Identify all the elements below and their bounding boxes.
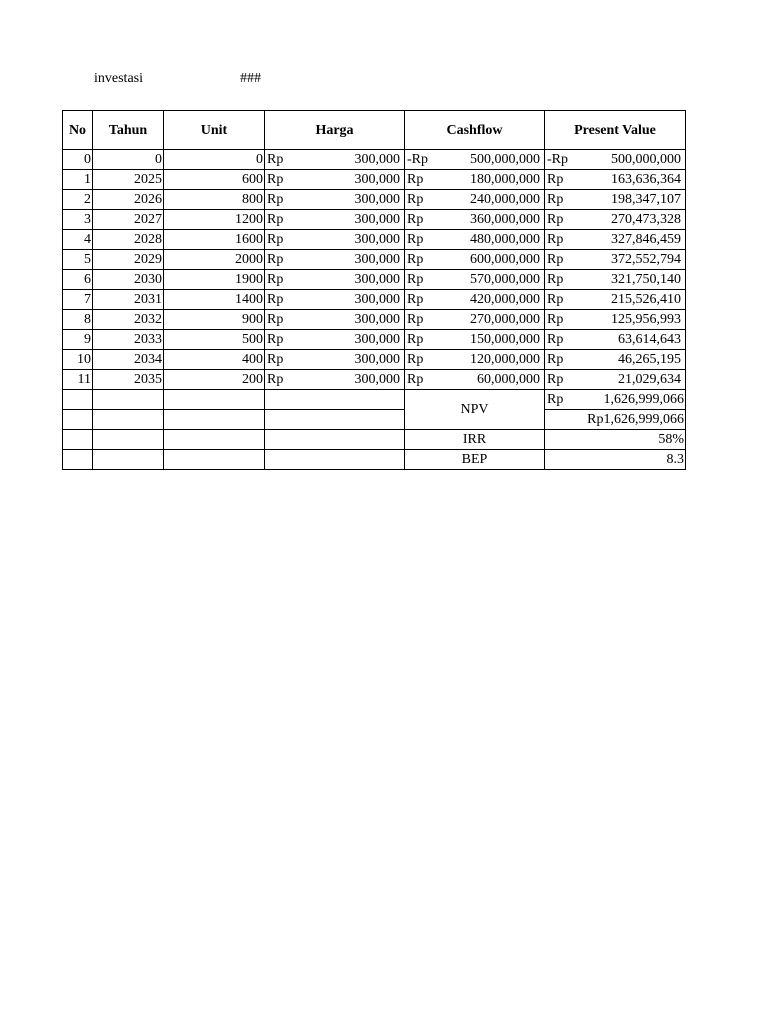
cell-tahun[interactable]: 0 (93, 150, 164, 170)
investasi-label: investasi (94, 71, 143, 86)
bep-value[interactable]: 8.3 (545, 450, 686, 470)
harga-currency: Rp (267, 212, 284, 227)
cashflow-currency: -Rp (407, 152, 428, 167)
cell-cashflow[interactable] (405, 370, 545, 390)
empty-cell[interactable] (164, 450, 265, 470)
cell-present-value[interactable] (545, 150, 686, 170)
empty-cell[interactable] (265, 390, 405, 410)
cell-present-value[interactable] (545, 170, 686, 190)
present-value-value: 215,526,410 (611, 292, 681, 307)
cell-unit[interactable]: 1400 (164, 290, 265, 310)
table-row (63, 350, 686, 370)
cell-cashflow[interactable] (405, 210, 545, 230)
present-value-currency: -Rp (547, 152, 568, 167)
empty-cell[interactable] (93, 430, 164, 450)
cashflow-value: 240,000,000 (470, 192, 540, 207)
cashflow-currency: Rp (407, 192, 424, 207)
cashflow-currency: Rp (407, 232, 424, 247)
cell-present-value[interactable] (545, 190, 686, 210)
present-value-currency: Rp (547, 312, 564, 327)
column-header-cashflow[interactable]: Cashflow (405, 111, 545, 150)
cashflow-value: 120,000,000 (470, 352, 540, 367)
present-value-value: 500,000,000 (611, 152, 681, 167)
cell-cashflow[interactable] (405, 150, 545, 170)
table-row (63, 250, 686, 270)
harga-value: 300,000 (354, 332, 400, 347)
present-value-value: 21,029,634 (618, 372, 681, 387)
table-row (63, 290, 686, 310)
column-header-unit[interactable]: Unit (164, 111, 265, 150)
column-header-present-value[interactable]: Present Value (545, 111, 686, 150)
harga-currency: Rp (267, 292, 284, 307)
present-value-currency: Rp (547, 192, 564, 207)
table-row (63, 330, 686, 350)
empty-cell[interactable] (93, 450, 164, 470)
cell-harga[interactable] (265, 290, 405, 310)
cell-harga[interactable] (265, 210, 405, 230)
present-value-value: 63,614,643 (618, 332, 681, 347)
cashflow-currency: Rp (407, 292, 424, 307)
harga-value: 300,000 (354, 352, 400, 367)
empty-cell[interactable] (265, 410, 405, 430)
cell-harga[interactable] (265, 270, 405, 290)
cell-present-value[interactable] (545, 270, 686, 290)
table-row (63, 190, 686, 210)
cashflow-value: 360,000,000 (470, 212, 540, 227)
cell-cashflow[interactable] (405, 230, 545, 250)
empty-cell[interactable] (265, 430, 405, 450)
cell-unit[interactable]: 600 (164, 170, 265, 190)
present-value-value: 125,956,993 (611, 312, 681, 327)
cell-cashflow[interactable] (405, 310, 545, 330)
cashflow-value: 150,000,000 (470, 332, 540, 347)
harga-value: 300,000 (354, 192, 400, 207)
harga-currency: Rp (267, 352, 284, 367)
cell-no[interactable]: 10 (63, 350, 93, 370)
cell-tahun[interactable]: 2034 (93, 350, 164, 370)
table-row (63, 270, 686, 290)
cell-harga[interactable] (265, 170, 405, 190)
cell-unit[interactable]: 900 (164, 310, 265, 330)
summary-row-npv (63, 390, 686, 410)
harga-value: 300,000 (354, 212, 400, 227)
cell-harga[interactable] (265, 330, 405, 350)
cell-harga[interactable] (265, 230, 405, 250)
cell-tahun[interactable]: 2029 (93, 250, 164, 270)
cell-present-value[interactable] (545, 230, 686, 250)
present-value-value: 327,846,459 (611, 232, 681, 247)
cell-cashflow[interactable] (405, 350, 545, 370)
cashflow-currency: Rp (407, 252, 424, 267)
cashflow-value: 500,000,000 (470, 152, 540, 167)
cell-tahun[interactable]: 2027 (93, 210, 164, 230)
present-value-currency: Rp (547, 332, 564, 347)
cell-tahun[interactable]: 2033 (93, 330, 164, 350)
cell-present-value[interactable] (545, 310, 686, 330)
cell-cashflow[interactable] (405, 290, 545, 310)
cashflow-value: 600,000,000 (470, 252, 540, 267)
cell-tahun[interactable]: 2028 (93, 230, 164, 250)
cell-no[interactable]: 0 (63, 150, 93, 170)
summary-section (63, 390, 686, 470)
harga-currency: Rp (267, 192, 284, 207)
present-value-currency: Rp (547, 292, 564, 307)
present-value-value: 163,636,364 (611, 172, 681, 187)
cell-harga[interactable] (265, 250, 405, 270)
empty-cell[interactable] (265, 450, 405, 470)
harga-value: 300,000 (354, 372, 400, 387)
harga-currency: Rp (267, 372, 284, 387)
empty-cell[interactable] (63, 410, 93, 430)
cell-cashflow[interactable] (405, 270, 545, 290)
cell-present-value[interactable] (545, 250, 686, 270)
npv-label[interactable]: NPV (405, 390, 545, 430)
harga-value: 300,000 (354, 252, 400, 267)
cell-cashflow[interactable] (405, 330, 545, 350)
present-value-value: 321,750,140 (611, 272, 681, 287)
cell-cashflow[interactable] (405, 250, 545, 270)
present-value-currency: Rp (547, 272, 564, 287)
cell-tahun[interactable]: 2026 (93, 190, 164, 210)
empty-cell[interactable] (93, 390, 164, 410)
empty-cell[interactable] (164, 390, 265, 410)
harga-currency: Rp (267, 152, 284, 167)
empty-cell[interactable] (63, 430, 93, 450)
npv-value: 1,626,999,066 (603, 392, 684, 407)
harga-value: 300,000 (354, 232, 400, 247)
table-row (63, 170, 686, 190)
cell-unit[interactable]: 2000 (164, 250, 265, 270)
cashflow-currency: Rp (407, 312, 424, 327)
cell-no[interactable]: 7 (63, 290, 93, 310)
cashflow-value: 270,000,000 (470, 312, 540, 327)
harga-value: 300,000 (354, 292, 400, 307)
cashflow-currency: Rp (407, 172, 424, 187)
summary-row-npv-alt (63, 410, 686, 430)
cell-unit[interactable]: 800 (164, 190, 265, 210)
cashflow-currency: Rp (407, 272, 424, 287)
empty-cell[interactable] (164, 410, 265, 430)
empty-cell[interactable] (164, 430, 265, 450)
table-row (63, 150, 686, 170)
harga-currency: Rp (267, 312, 284, 327)
empty-cell[interactable] (63, 390, 93, 410)
cell-present-value[interactable] (545, 330, 686, 350)
harga-currency: Rp (267, 252, 284, 267)
bep-label[interactable]: BEP (405, 450, 545, 470)
cashflow-table (62, 110, 686, 470)
cell-unit[interactable]: 200 (164, 370, 265, 390)
table-row (63, 210, 686, 230)
cell-unit[interactable]: 0 (164, 150, 265, 170)
cell-harga[interactable] (265, 190, 405, 210)
present-value-currency: Rp (547, 252, 564, 267)
harga-value: 300,000 (354, 152, 400, 167)
cell-tahun[interactable]: 2030 (93, 270, 164, 290)
cashflow-currency: Rp (407, 332, 424, 347)
present-value-value: 270,473,328 (611, 212, 681, 227)
harga-currency: Rp (267, 172, 284, 187)
harga-value: 300,000 (354, 172, 400, 187)
cell-no[interactable]: 8 (63, 310, 93, 330)
cashflow-value: 480,000,000 (470, 232, 540, 247)
cell-no[interactable]: 11 (63, 370, 93, 390)
irr-value[interactable]: 58% (545, 430, 686, 450)
table-row (63, 230, 686, 250)
cell-harga[interactable] (265, 370, 405, 390)
cell-unit[interactable]: 500 (164, 330, 265, 350)
cell-tahun[interactable]: 2032 (93, 310, 164, 330)
present-value-currency: Rp (547, 352, 564, 367)
present-value-currency: Rp (547, 172, 564, 187)
cell-unit[interactable]: 1200 (164, 210, 265, 230)
cashflow-value: 180,000,000 (470, 172, 540, 187)
harga-currency: Rp (267, 232, 284, 247)
cell-no[interactable]: 4 (63, 230, 93, 250)
cashflow-value: 60,000,000 (477, 372, 540, 387)
cell-harga[interactable] (265, 150, 405, 170)
cell-unit[interactable]: 400 (164, 350, 265, 370)
harga-value: 300,000 (354, 312, 400, 327)
cell-tahun[interactable]: 2031 (93, 290, 164, 310)
cell-no[interactable]: 5 (63, 250, 93, 270)
cell-present-value[interactable] (545, 210, 686, 230)
cashflow-value: 570,000,000 (470, 272, 540, 287)
table-body (63, 150, 686, 390)
harga-value: 300,000 (354, 272, 400, 287)
harga-currency: Rp (267, 272, 284, 287)
cell-cashflow[interactable] (405, 170, 545, 190)
cell-unit[interactable]: 1900 (164, 270, 265, 290)
table-header-row (63, 111, 686, 150)
harga-currency: Rp (267, 332, 284, 347)
present-value-currency: Rp (547, 372, 564, 387)
cashflow-currency: Rp (407, 212, 424, 227)
cell-no[interactable]: 3 (63, 210, 93, 230)
investasi-value[interactable]: ### (240, 71, 261, 86)
cell-unit[interactable]: 1600 (164, 230, 265, 250)
cell-tahun[interactable]: 2025 (93, 170, 164, 190)
cell-present-value[interactable] (545, 350, 686, 370)
cashflow-value: 420,000,000 (470, 292, 540, 307)
empty-cell[interactable] (93, 410, 164, 430)
cashflow-currency: Rp (407, 372, 424, 387)
present-value-value: 198,347,107 (611, 192, 681, 207)
npv-value-cell[interactable] (545, 390, 686, 410)
cell-cashflow[interactable] (405, 190, 545, 210)
summary-row-bep (63, 450, 686, 470)
cell-no[interactable]: 2 (63, 190, 93, 210)
column-header-harga[interactable]: Harga (265, 111, 405, 150)
empty-cell[interactable] (63, 450, 93, 470)
present-value-currency: Rp (547, 212, 564, 227)
present-value-currency: Rp (547, 232, 564, 247)
cashflow-currency: Rp (407, 352, 424, 367)
present-value-value: 372,552,794 (611, 252, 681, 267)
summary-row-irr (63, 430, 686, 450)
irr-label[interactable]: IRR (405, 430, 545, 450)
cell-tahun[interactable]: 2035 (93, 370, 164, 390)
cell-harga[interactable] (265, 310, 405, 330)
cell-harga[interactable] (265, 350, 405, 370)
column-header-no[interactable]: No (63, 111, 93, 150)
npv-currency: Rp (547, 392, 564, 407)
column-header-tahun[interactable]: Tahun (93, 111, 164, 150)
cell-no[interactable]: 6 (63, 270, 93, 290)
cell-present-value[interactable] (545, 290, 686, 310)
cell-present-value[interactable] (545, 370, 686, 390)
present-value-value: 46,265,195 (618, 352, 681, 367)
table-row (63, 370, 686, 390)
table-row (63, 310, 686, 330)
cell-no[interactable]: 1 (63, 170, 93, 190)
npv-value-alt[interactable]: Rp1,626,999,066 (545, 410, 686, 430)
cell-no[interactable]: 9 (63, 330, 93, 350)
